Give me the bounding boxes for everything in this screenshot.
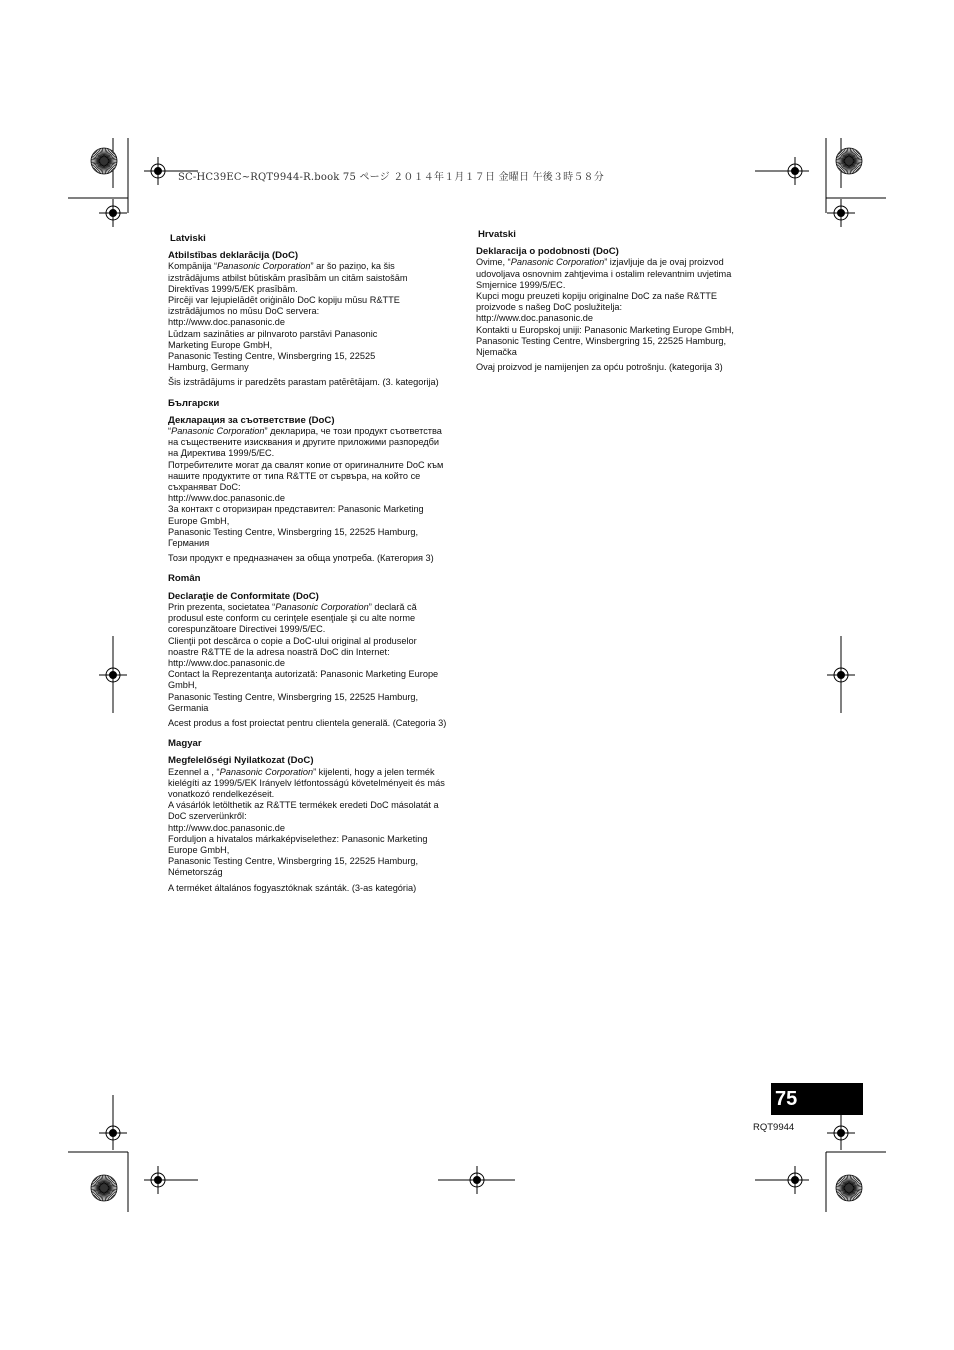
company-name: Panasonic Corporation — [219, 766, 314, 777]
line-text: Panasonic Testing Centre, Winsbergring 15, 22525 Hamburg, — [476, 335, 727, 346]
line-text: proizvode s našeg DoC poslužitelja: — [476, 302, 623, 313]
category-note: Acest produs a fost proiectat pentru clientela generală. (Categoria 3) — [168, 717, 447, 728]
line-text: Pircēji var lejupielādēt oriģinālo DoC kopiju mūsu R&TTE — [168, 295, 400, 306]
company-name: Panasonic Corporation — [510, 257, 605, 268]
category-note: Šis izstrādājums ir paredzēts parastam patērētājam. (3. kategorija) — [168, 377, 439, 388]
line-text: Njemačka — [476, 347, 517, 358]
line-text: Hamburg, Germany — [168, 362, 249, 373]
declaration-line — [168, 448, 468, 459]
declaration-title: Megfelelőségi Nyilatkozat (DoC) — [168, 755, 314, 767]
declaration-line — [168, 426, 468, 437]
line-text: Forduljon a hivatalos márkaképviselethez: Panasonic Marketing — [168, 833, 428, 844]
line-text: Clienţii pot descărca o copie a DoC-ului original al produselor — [168, 635, 417, 646]
declaration-line — [168, 845, 468, 856]
line-text: izstrādājumos no mūsu DoC servera: — [168, 306, 320, 317]
language-heading: Magyar — [168, 738, 202, 750]
declaration-line — [476, 302, 766, 313]
line-text: ” izjavljuje da je ovaj proizvod — [604, 257, 724, 268]
declaration-line — [168, 767, 468, 778]
declaration-line — [168, 340, 468, 351]
line-text: ” ar šo paziņo, ka šis — [310, 261, 395, 272]
declaration-line — [168, 460, 468, 471]
registration-mark-icon — [144, 157, 172, 185]
starburst-mark-icon — [836, 1175, 862, 1201]
doc-section — [476, 229, 766, 373]
declaration-line — [168, 437, 468, 448]
line-text: Ezennel a , “ — [168, 766, 220, 777]
line-text: udovoljava osnovnim zahtjevima i ostalim relevantnim uvjetima — [476, 268, 732, 279]
line-text: noastre R&TTE de la adresa noastră DoC din Internet: — [168, 646, 390, 657]
line-text: Потребителите могат да свалят копие от оригиналните DoC към — [168, 459, 444, 470]
line-text: DoC szerverünkről: — [168, 811, 247, 822]
line-text: За контакт с оторизиран представител: Panasonic Marketing — [168, 504, 424, 515]
left-column — [168, 233, 468, 903]
declaration-line — [168, 538, 468, 549]
page-number-box — [771, 1083, 863, 1115]
declaration-line — [168, 624, 468, 635]
registration-mark-icon — [827, 661, 855, 689]
category-note: Този продукт е предназначен за обща употреба. (Категория 3) — [168, 553, 434, 564]
registration-mark-icon — [781, 1166, 809, 1194]
registration-mark-icon — [99, 661, 127, 689]
declaration-line — [168, 329, 468, 340]
registration-mark-icon — [827, 199, 855, 227]
line-text: ” kijelenti, hogy a jelen termék — [313, 766, 435, 777]
declaration-line — [168, 516, 468, 527]
declaration-line — [476, 257, 766, 268]
declaration-line — [168, 493, 468, 504]
doc-section — [168, 738, 468, 894]
declaration-line — [168, 703, 468, 714]
declaration-line — [168, 317, 468, 328]
registration-mark-icon — [463, 1166, 491, 1194]
line-text: Europe GmbH, — [168, 515, 230, 526]
declaration-line — [476, 313, 766, 324]
declaration-line — [168, 613, 468, 624]
declaration-line — [168, 669, 468, 680]
registration-mark-icon — [781, 157, 809, 185]
line-text: Германия — [168, 538, 210, 549]
declaration-line — [168, 482, 468, 493]
line-text: http://www.doc.panasonic.de — [476, 313, 593, 324]
declaration-line — [168, 834, 468, 845]
declaration-title: Deklaracija o podobnosti (DoC) — [476, 246, 619, 258]
declaration-line — [168, 504, 468, 515]
declaration-line — [168, 471, 468, 482]
line-text: Germania — [168, 702, 209, 713]
declaration-title: Declaraţie de Conformitate (DoC) — [168, 590, 319, 602]
line-text: http://www.doc.panasonic.de — [168, 317, 285, 328]
line-text: Panasonic Testing Centre, Winsbergring 15, 22525 Hamburg, — [168, 856, 419, 867]
line-text: A vásárlók letölthetik az R&TTE termékek eredeti DoC másolatát a — [168, 800, 439, 811]
declaration-line — [168, 527, 468, 538]
declaration-line — [476, 336, 766, 347]
line-text: Direktīvas 1999/5/EK prasībām. — [168, 283, 298, 294]
line-text: ” declară că — [368, 601, 417, 612]
page-number: 75 — [775, 1087, 798, 1110]
language-heading: Român — [168, 573, 201, 585]
declaration-line — [168, 778, 468, 789]
declaration-title: Atbilstības deklarācija (DoC) — [168, 250, 299, 262]
declaration-line — [168, 351, 468, 362]
category-note: Ovaj proizvod je namijenjen za opću potrošnju. (kategorija 3) — [476, 362, 723, 373]
declaration-line — [476, 325, 766, 336]
declaration-title: Декларация за съответствие (DoC) — [168, 414, 335, 426]
company-name: Panasonic Corporation — [275, 601, 369, 612]
right-column — [476, 229, 766, 382]
line-text: http://www.doc.panasonic.de — [168, 493, 285, 504]
line-text: Lūdzam sazināties ar pilnvaroto parstāvi Panasonic — [168, 328, 378, 339]
registration-mark-icon — [827, 1119, 855, 1147]
declaration-line — [168, 789, 468, 800]
declaration-line — [168, 261, 468, 272]
declaration-line — [168, 602, 468, 613]
company-name: Panasonic Corporation — [171, 426, 265, 437]
declaration-line — [168, 284, 468, 295]
line-text: съхраняват DoC: — [168, 482, 241, 493]
line-text: Marketing Europe GmbH, — [168, 339, 273, 350]
declaration-line — [168, 273, 468, 284]
declaration-line — [168, 306, 468, 317]
line-text: Europe GmbH, — [168, 844, 230, 855]
declaration-line — [168, 856, 468, 867]
line-text: нашите продуктите от типа R&TTE от сървъра, на който се — [168, 470, 421, 481]
doc-number: RQT9944 — [753, 1122, 795, 1133]
line-text: Kontakti u Europskoj uniji: Panasonic Marketing Europe GmbH, — [476, 324, 734, 335]
registration-mark-icon — [99, 199, 127, 227]
line-text: Panasonic Testing Centre, Winsbergring 15, 22525 Hamburg, — [168, 691, 419, 702]
declaration-line — [168, 647, 468, 658]
line-text: на Директива 1999/5/EC. — [168, 448, 275, 459]
line-text: GmbH, — [168, 680, 198, 691]
line-text: на съществените изисквания и другите приложими разпоредби — [168, 437, 440, 448]
line-text: corespunzătoare Directivei 1999/5/EC. — [168, 624, 326, 635]
declaration-line — [168, 800, 468, 811]
line-text: http://www.doc.panasonic.de — [168, 657, 285, 668]
line-text: vonatkozó rendelkezéseit. — [168, 788, 275, 799]
line-text: Panasonic Testing Centre, Winsbergring 15, 22525 — [168, 351, 376, 362]
line-text: Ovime, “ — [476, 257, 511, 268]
line-text: Prin prezenta, societatea “ — [168, 601, 276, 612]
line-text: Smjernice 1999/5/EC. — [476, 279, 566, 290]
starburst-mark-icon — [91, 148, 117, 174]
declaration-line — [168, 680, 468, 691]
declaration-line — [476, 347, 766, 358]
starburst-mark-icon — [91, 1175, 117, 1201]
declaration-line — [476, 291, 766, 302]
registration-mark-icon — [144, 1166, 172, 1194]
language-heading: Latviski — [170, 233, 206, 244]
registration-mark-icon — [99, 1119, 127, 1147]
print-header: SC-HC39EC~RQT9944-R.book 75 ページ ２０１４年１月１７日 金曜日 午後３時５８分 — [178, 172, 604, 183]
line-text: Németország — [168, 867, 223, 878]
starburst-mark-icon — [836, 148, 862, 174]
declaration-line — [476, 269, 766, 280]
language-heading: Български — [168, 397, 220, 409]
line-text: http://www.doc.panasonic.de — [168, 822, 285, 833]
declaration-line — [168, 811, 468, 822]
line-text: “ — [168, 426, 172, 437]
line-text: Kupci mogu preuzeti kopiju originalne DoC za naše R&TTE — [476, 291, 718, 302]
declaration-line — [168, 867, 468, 878]
declaration-line — [168, 823, 468, 834]
doc-section — [168, 233, 468, 389]
line-text: kielégíti az 1999/5/EK Irányelv létfontosságú követelményeit és más — [168, 777, 445, 788]
declaration-line — [168, 362, 468, 373]
declaration-line — [168, 295, 468, 306]
language-heading: Hrvatski — [478, 229, 516, 240]
declaration-line — [168, 692, 468, 703]
doc-section — [168, 573, 468, 729]
line-text: Contact la Reprezentanţa autorizată: Panasonic Marketing Europe — [168, 669, 439, 680]
line-text: produsul este conform cu cerinţele esenţiale şi cu alte norme — [168, 613, 416, 624]
line-text: Kompānija “ — [168, 261, 218, 272]
company-name: Panasonic Corporation — [217, 261, 311, 272]
declaration-line — [476, 280, 766, 291]
line-text: Panasonic Testing Centre, Winsbergring 15, 22525 Hamburg, — [168, 526, 419, 537]
declaration-line — [168, 658, 468, 669]
category-note: A terméket általános fogyasztóknak szánták. (3-as kategória) — [168, 882, 417, 893]
doc-section — [168, 398, 468, 565]
line-text: ” декларира, че този продукт съответства — [264, 426, 442, 437]
line-text: izstrādājums atbilst būtiskām prasībām un citām saistošām — [168, 272, 408, 283]
declaration-line — [168, 636, 468, 647]
